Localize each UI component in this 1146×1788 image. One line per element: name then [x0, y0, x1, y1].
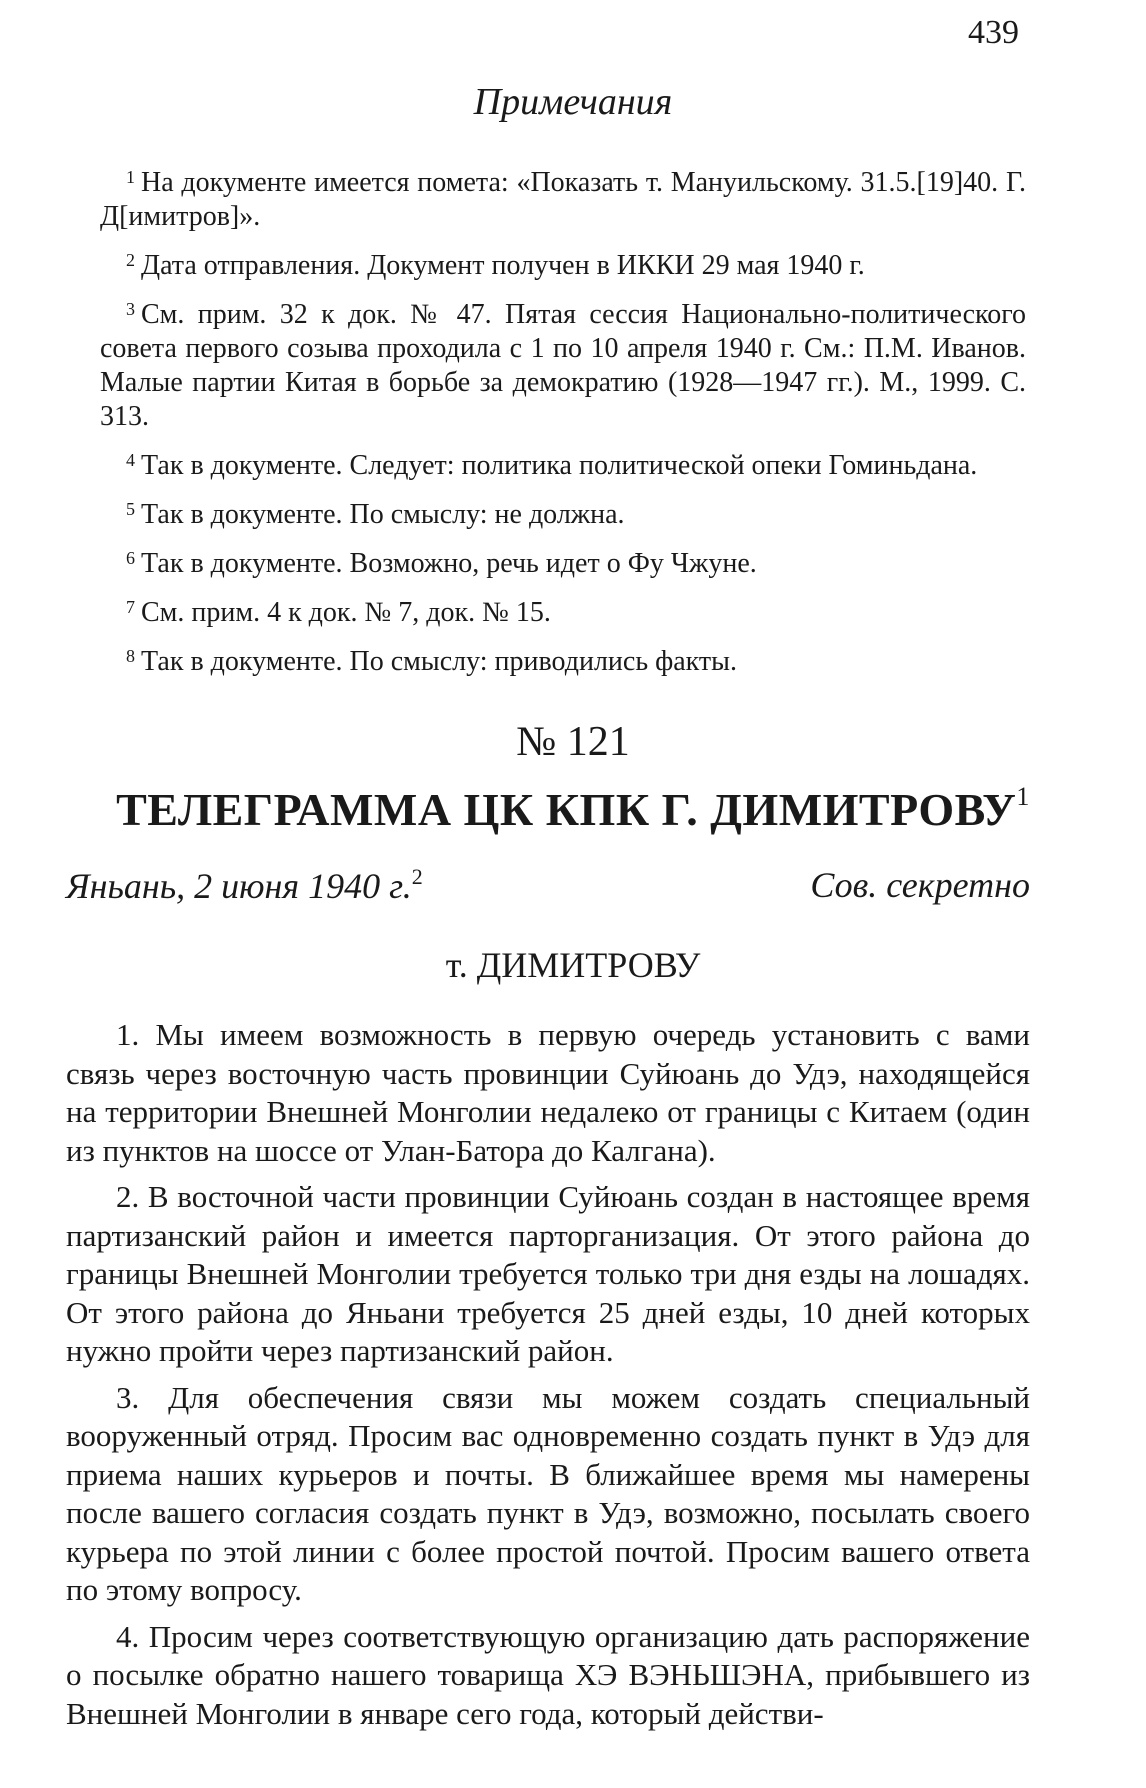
note-mark: 4 [126, 450, 135, 470]
note-text: См. прим. 4 к док. № 7, док. № 15. [141, 597, 551, 628]
note-mark: 3 [126, 299, 135, 319]
document-body [66, 1016, 1030, 1741]
note-text: Так в документе. Следует: политика политической опеки Гоминьдана. [141, 450, 978, 481]
addressee: т. ДИМИТРОВУ [445, 945, 701, 985]
note-mark: 5 [126, 499, 135, 519]
document-number: № 121 [516, 719, 630, 765]
note-text: Дата отправления. Документ получен в ИККИ 29 мая 1940 г. [141, 250, 865, 281]
note-item [100, 639, 1026, 679]
note-item [100, 292, 1026, 434]
classification: Сов. секретно [810, 865, 1030, 905]
note-mark: 8 [126, 646, 135, 666]
note-mark: 1 [126, 167, 135, 187]
body-paragraph: 1. Мы имеем возможность в первую очередь установить с вами связь через восточную часть провинции Суйюань до Удэ, находящейся на территории Внешней Монголии недалеко от границы с Китаем (один из пунктов на шоссе от Улан-Батора до Калгана). [66, 1017, 1030, 1168]
note-item [100, 492, 1026, 532]
page-number: 439 [968, 14, 1019, 51]
note-item [100, 541, 1026, 581]
note-text: См. прим. 32 к док. № 47. Пятая сессия Национально-политического совета первого созыва проходила с 1 по 10 апреля 1940 г. См.: П.М. Иванов. Малые партии Китая в борьбе за демократию (1928—1947 гг.). М., 1999. С. 313. [100, 299, 1026, 432]
note-text: На документе имеется помета: «Показать т. Мануильскому. 31.5.[19]40. Г. Д[имитров]». [100, 167, 1026, 232]
note-text: Так в документе. Возможно, речь идет о Фу Чжуне. [141, 548, 757, 579]
note-text: Так в документе. По смыслу: приводились факты. [141, 646, 737, 677]
place-date-mark: 2 [411, 864, 423, 889]
notes-list [100, 160, 1026, 688]
body-paragraph: 4. Просим через соответствующую организацию дать распоряжение о посылке обратно нашего товарища ХЭ ВЭНЬШЭНА, прибывшего из Внешней Монголии в январе сего года, который действи- [66, 1618, 1030, 1731]
document-title-text: ТЕЛЕГРАММА ЦК КПК Г. ДИМИТРОВУ [116, 784, 1017, 835]
body-paragraph: 3. Для обеспечения связи мы можем создать специальный вооруженный отряд. Просим вас одновременно создать пункт в Удэ для приема наших курьеров и почты. В ближайшее время мы намерены после вашего согласия создать пункт в Удэ, возможно, посылать своего курьера по этой линии с более простой почтой. Просим вашего ответа по этому вопросу. [66, 1379, 1030, 1607]
notes-heading: Примечания [473, 81, 673, 123]
body-paragraph: 2. В восточной части провинции Суйюань создан в настоящее время партизанский район и имеется парторганизация. От этого района до границы Внешней Монголии требуется только три дня езды на лошадях. От этого района до Яньани требуется 25 дней езды, 10 дней которых нужно пройти через партизанский район. [66, 1179, 1030, 1368]
note-mark: 7 [126, 597, 135, 617]
note-mark: 2 [126, 250, 135, 270]
note-item [100, 160, 1026, 234]
note-item [100, 443, 1026, 483]
place-date [66, 864, 423, 907]
note-item [100, 243, 1026, 283]
document-title-mark: 1 [1016, 782, 1030, 811]
place-date-text: Яньань, 2 июня 1940 г. [66, 866, 412, 906]
note-mark: 6 [126, 548, 135, 568]
note-text: Так в документе. По смыслу: не должна. [141, 499, 625, 530]
note-item [100, 590, 1026, 630]
document-title [0, 782, 1146, 836]
